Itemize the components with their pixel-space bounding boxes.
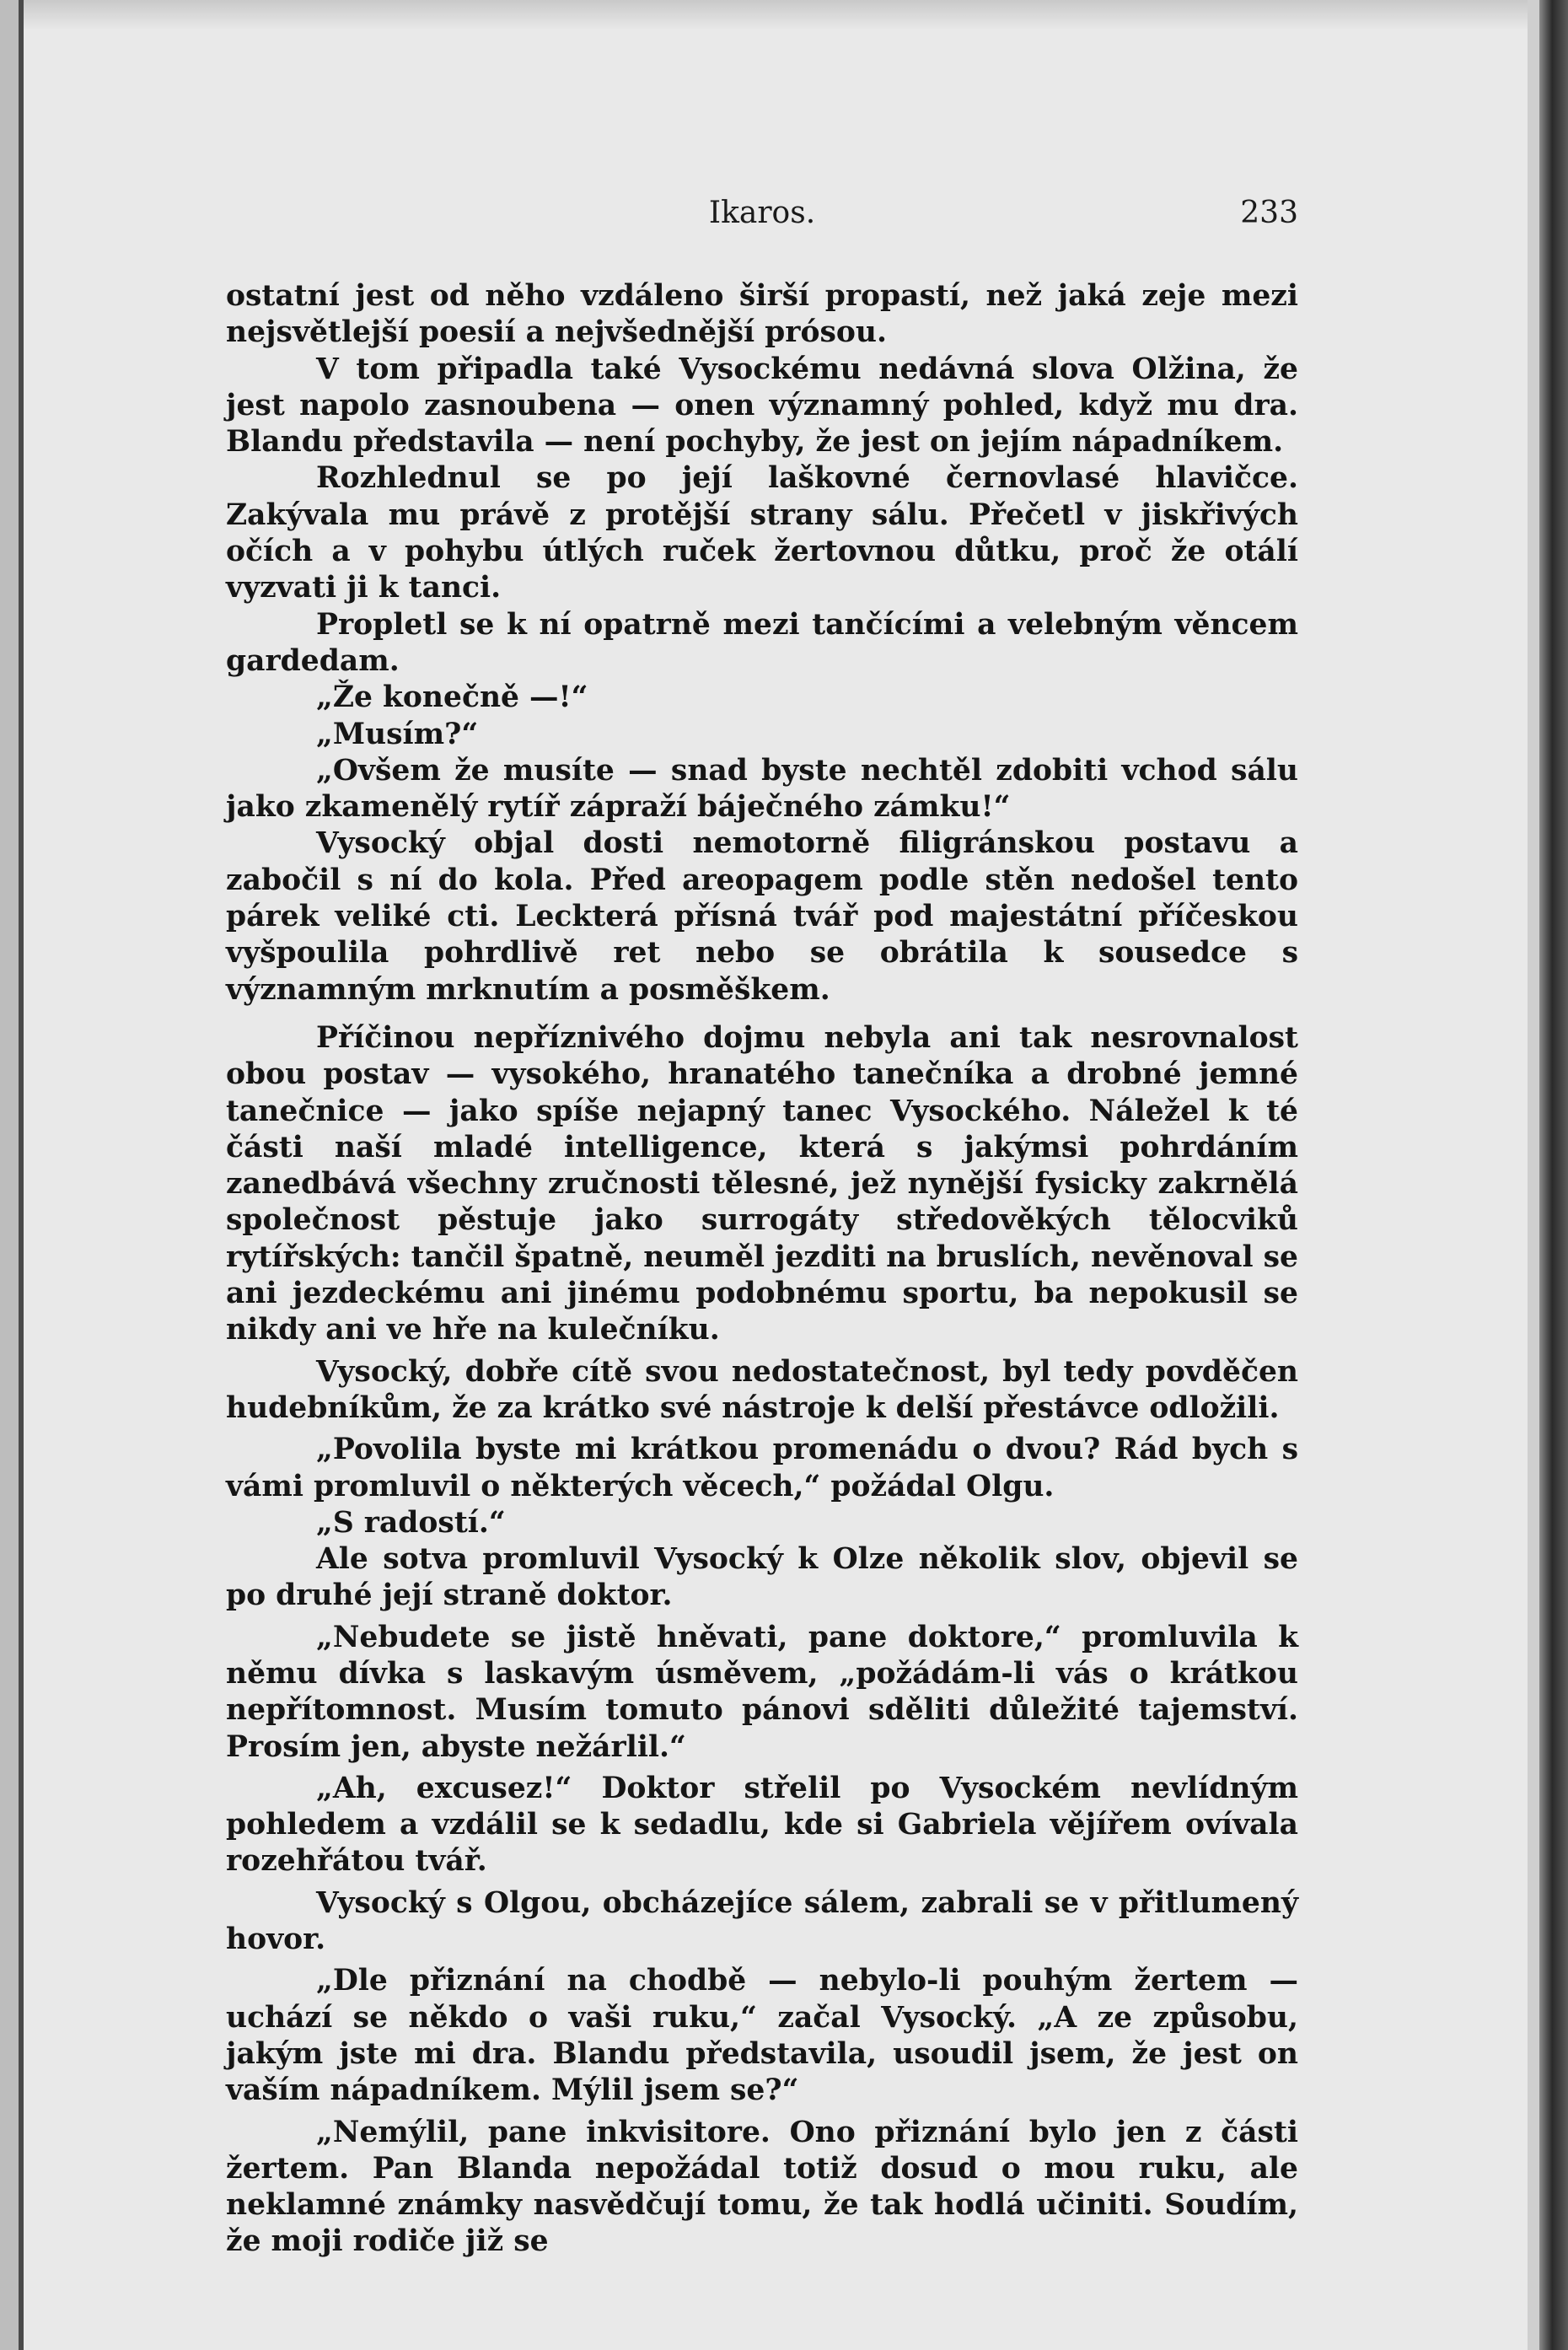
paragraph: „Nebudete se jistě hněvati, pane doktore,“ promluvila k němu dívka s laskavým úsměvem, „požádám-li vás o krátkou nepřítomnost. Musím tomuto pánovi sděliti důležité tajemství. Prosím jen, abyste nežárlil.“: [226, 1620, 1298, 1764]
left-page-edge: [0, 0, 19, 2350]
top-shadow: [24, 0, 1539, 30]
paragraph: Rozhlednul se po její laškovné černovlasé hlavičce. Zakývala mu právě z protější strany sálu. Přečetl v jiskřivých očích a v pohybu útlých ruček žertovnou důtku, proč že otálí vyzvati ji k tanci.: [226, 461, 1298, 605]
paragraph: „Ah, excusez!“ Doktor střelil po Vysockém nevlídným pohledem a vzdálil se k sedadlu, kde si Gabriela vějířem ovívala rozehřátou tvář.: [226, 1771, 1298, 1879]
body-text: [226, 278, 1298, 2261]
paragraph: „Povolila byste mi krátkou promenádu o dvou? Rád bych s vámi promluvil o některých věcech,“ požádal Olgu.: [226, 1433, 1298, 1503]
paragraph: Vysocký objal dosti nemotorně filigránskou postavu a zabočil s ní do kola. Před areopagem podle stěn nedošel tento párek veliké cti. Leckterá přísná tvář pod majestátní příčeskou vyšpoulila pohrdlivě ret nebo se obrátila k sousedce s významným mrknutím a posměškem.: [226, 826, 1298, 1007]
paragraph: Vysocký s Olgou, obcházejíce sálem, zabrali se v přitlumený hovor.: [226, 1885, 1298, 1957]
right-page-edge: [1539, 0, 1568, 2350]
page-number: 233: [1240, 196, 1298, 230]
paragraph: Příčinou nepříznivého dojmu nebyla ani tak nesrovnalost obou postav — vysokého, hranatého tanečníka a drobné jemné tanečnice — jako spíše nejapný tanec Vysockého. Náležel k té části naší mladé intelligence, která s jakýmsi pohrdáním zanedbává všechny zručnosti tělesné, jež nynější fysicky zakrnělá společnost pěstuje jako surrogáty středověkých tělocviků rytířských: tančil špatně, neuměl jezditi na bruslích, nevěnoval se ani jezdeckému ani jinému podobnému sportu, ba nepokusil se nikdy ani ve hře na kulečníku.: [226, 1020, 1298, 1347]
page-header: [226, 196, 1298, 238]
paragraph: ostatní jest od něho vzdáleno širší propastí, než jaká zeje mezi nejsvětlejší poesií a nejvšednější prósou.: [226, 279, 1298, 350]
paragraph: Ale sotva promluvil Vysocký k Olze několik slov, objevil se po druhé její straně doktor.: [226, 1542, 1298, 1613]
running-head: Ikaros.: [708, 196, 816, 230]
paragraph: „S radostí.“: [316, 1505, 506, 1540]
paragraph: Vysocký, dobře cítě svou nedostatečnost, byl tedy povděčen hudebníkům, že za krátko své nástroje k delší přestávce odložili.: [226, 1354, 1298, 1425]
paragraph: „Že konečně —!“: [316, 680, 588, 715]
paragraph: „Nemýlil, pane inkvisitore. Ono přiznání bylo jen z části žertem. Pan Blanda nepožádal totiž dosud o mou ruku, ale neklamné známky nasvědčují tomu, že tak hodlá učiniti. Soudím, že moji rodiče již se: [226, 2115, 1298, 2259]
paragraph: „Ovšem že musíte — snad byste nechtěl zdobiti vchod sálu jako zkamenělý rytíř zápraží báječného zámku!“: [226, 753, 1298, 825]
paragraph: „Dle přiznání na chodbě — nebylo-li pouhým žertem — uchází se někdo o vaši ruku,“ začal Vysocký. „A ze způsobu, jakým jste mi dra. Blandu představila, usoudil jsem, že jest on vaším nápadníkem. Mýlil jsem se?“: [226, 1964, 1298, 2108]
right-page-margin: [1528, 0, 1539, 2350]
left-binding-line: [19, 0, 24, 2350]
paragraph: V tom připadla také Vysockému nedávná slova Olžina, že jest napolo zasnoubena — onen významný pohled, když mu dra. Blandu představila — není pochyby, že jest on jejím nápadníkem.: [226, 352, 1298, 460]
paragraph: „Musím?“: [316, 717, 479, 751]
paragraph: Propletl se k ní opatrně mezi tančícími a velebným věncem gardedam.: [226, 607, 1298, 678]
